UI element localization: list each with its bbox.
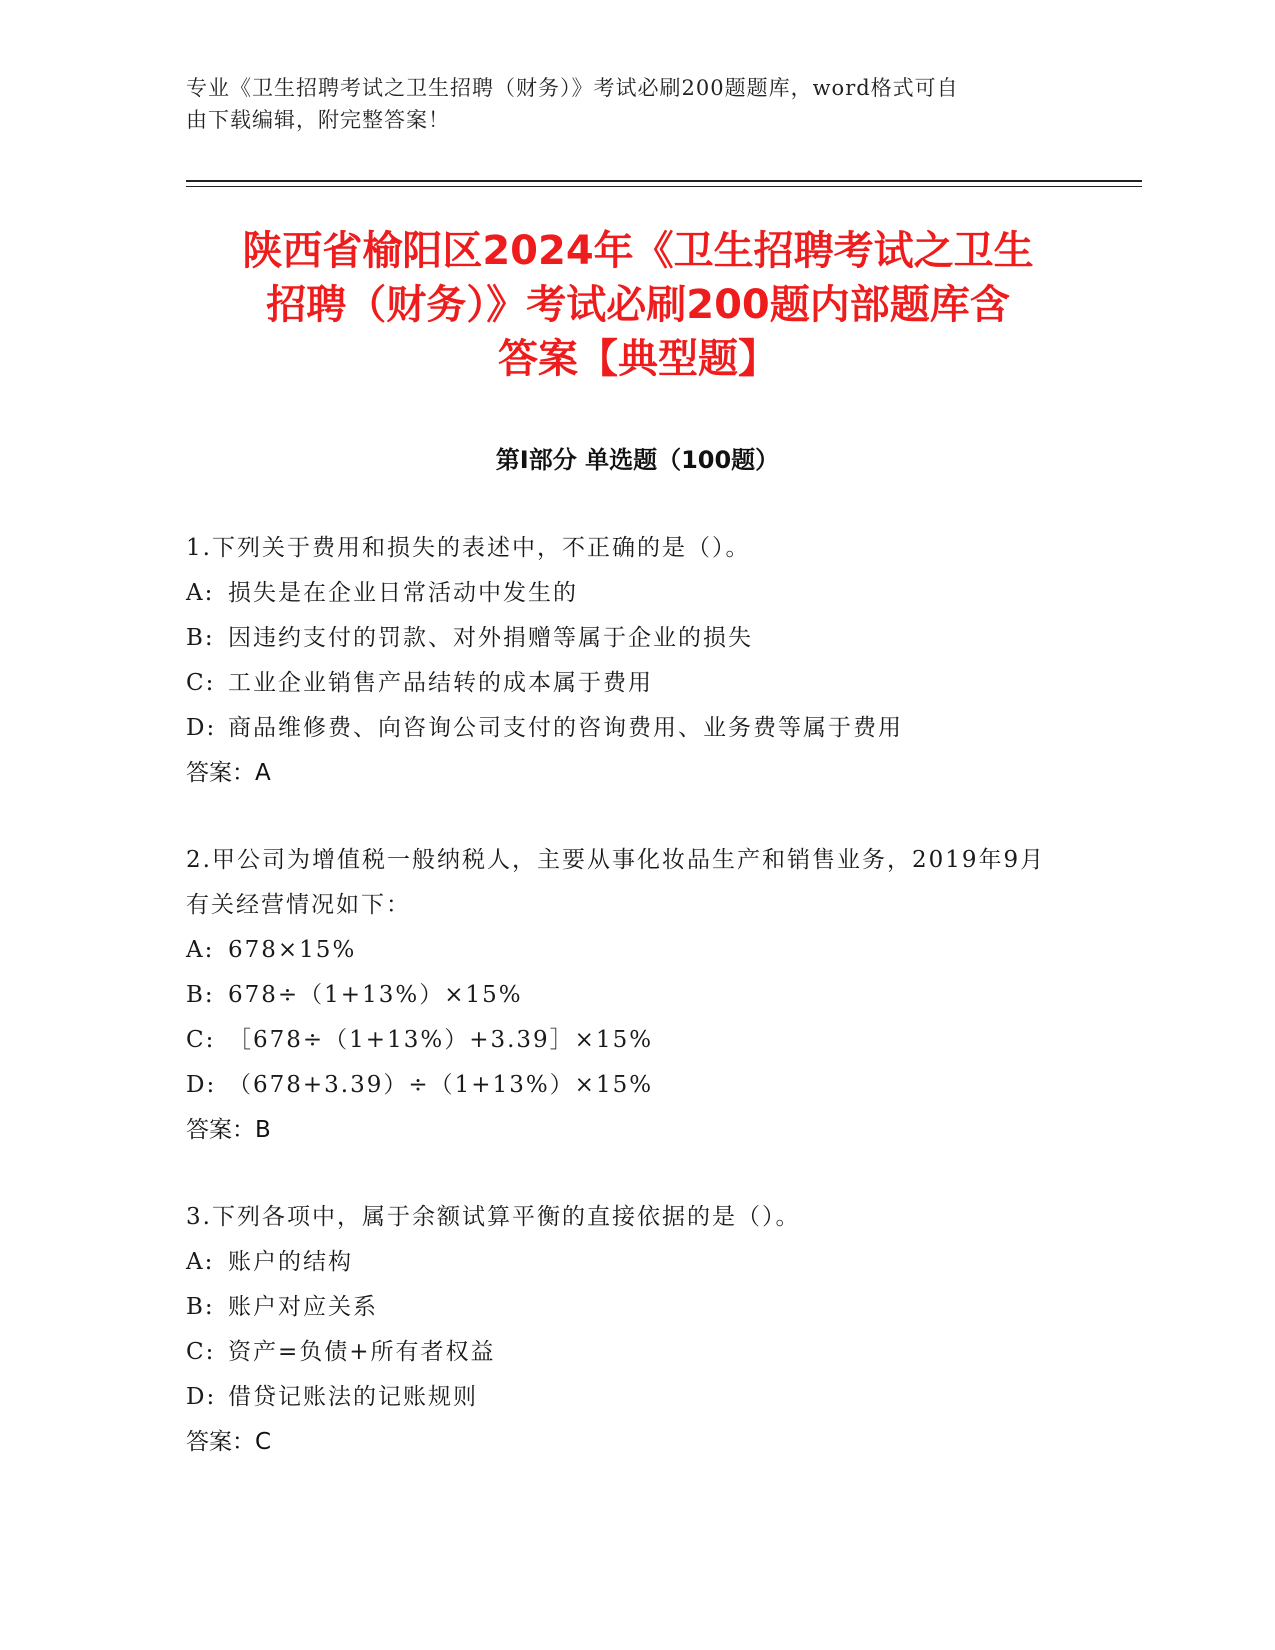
question-stem: 2.甲公司为增值税一般纳税人，主要从事化妆品生产和销售业务，2019年9月有关经营情况如下： [186, 847, 1046, 918]
option-d [186, 1063, 1066, 1108]
answer-line: 答案：A [186, 760, 271, 786]
header-note [186, 72, 1066, 136]
answer-line: 答案：B [186, 1117, 271, 1143]
option-label: B: [186, 982, 215, 1008]
option-text: 678÷（1+13%）×15% [228, 982, 523, 1008]
option-text: 账户对应关系 [228, 1294, 378, 1320]
answer-line: 答案：C [186, 1429, 272, 1455]
option-label: A: [186, 580, 215, 606]
option-label: B: [186, 1294, 215, 1320]
option-c [186, 1330, 1066, 1375]
option-text: 资产=负债+所有者权益 [228, 1339, 496, 1365]
option-label: C: [186, 1027, 216, 1053]
option-text: 因违约支付的罚款、对外捐赠等属于企业的损失 [228, 625, 753, 651]
header-divider-thin [186, 186, 1142, 187]
document-title [186, 224, 1090, 386]
question-2 [186, 838, 1066, 1153]
option-c [186, 661, 1066, 706]
option-label: D: [186, 715, 217, 741]
option-label: A: [186, 1249, 215, 1275]
option-label: D: [186, 1072, 217, 1098]
option-c [186, 1018, 1066, 1063]
document-title-line-1: 陕西省榆阳区2024年《卫生招聘考试之卫生 [242, 228, 1034, 274]
option-text: 工业企业销售产品结转的成本属于费用 [228, 670, 653, 696]
option-label: D: [186, 1384, 217, 1410]
header-note-line-2: 由下载编辑，附完整答案！ [186, 108, 450, 132]
option-text: 678×15% [228, 937, 357, 963]
question-stem: 1.下列关于费用和损失的表述中，不正确的是（）。 [186, 535, 751, 561]
option-a [186, 571, 1066, 616]
document-title-line-3: 答案【典型题】 [498, 336, 778, 382]
question-1 [186, 526, 1066, 796]
option-label: C: [186, 1339, 216, 1365]
option-a [186, 928, 1066, 973]
option-text: 损失是在企业日常活动中发生的 [228, 580, 578, 606]
option-d [186, 1375, 1066, 1420]
option-b [186, 616, 1066, 661]
option-a [186, 1240, 1066, 1285]
question-stem: 3.下列各项中，属于余额试算平衡的直接依据的是（）。 [186, 1204, 801, 1230]
document-title-line-2: 招聘（财务）》考试必刷200题内部题库含 [266, 282, 1010, 328]
header-note-line-1: 专业《卫生招聘考试之卫生招聘（财务）》考试必刷200题题库，word格式可自 [186, 76, 959, 100]
option-text: 商品维修费、向咨询公司支付的咨询费用、业务费等属于费用 [228, 715, 903, 741]
option-label: B: [186, 625, 215, 651]
question-3 [186, 1195, 1066, 1465]
option-b [186, 973, 1066, 1018]
option-label: C: [186, 670, 216, 696]
header-divider-thick [186, 180, 1142, 182]
option-text: 账户的结构 [228, 1249, 353, 1275]
option-text: 借贷记账法的记账规则 [228, 1384, 478, 1410]
option-d [186, 706, 1066, 751]
question-list [186, 526, 1066, 1507]
option-label: A: [186, 937, 215, 963]
option-text: ［678÷（1+13%）+3.39］×15% [228, 1027, 654, 1053]
option-b [186, 1285, 1066, 1330]
option-text: （678+3.39）÷（1+13%）×15% [228, 1072, 654, 1098]
section-title: 第Ⅰ部分 单选题（100题） [495, 446, 780, 474]
